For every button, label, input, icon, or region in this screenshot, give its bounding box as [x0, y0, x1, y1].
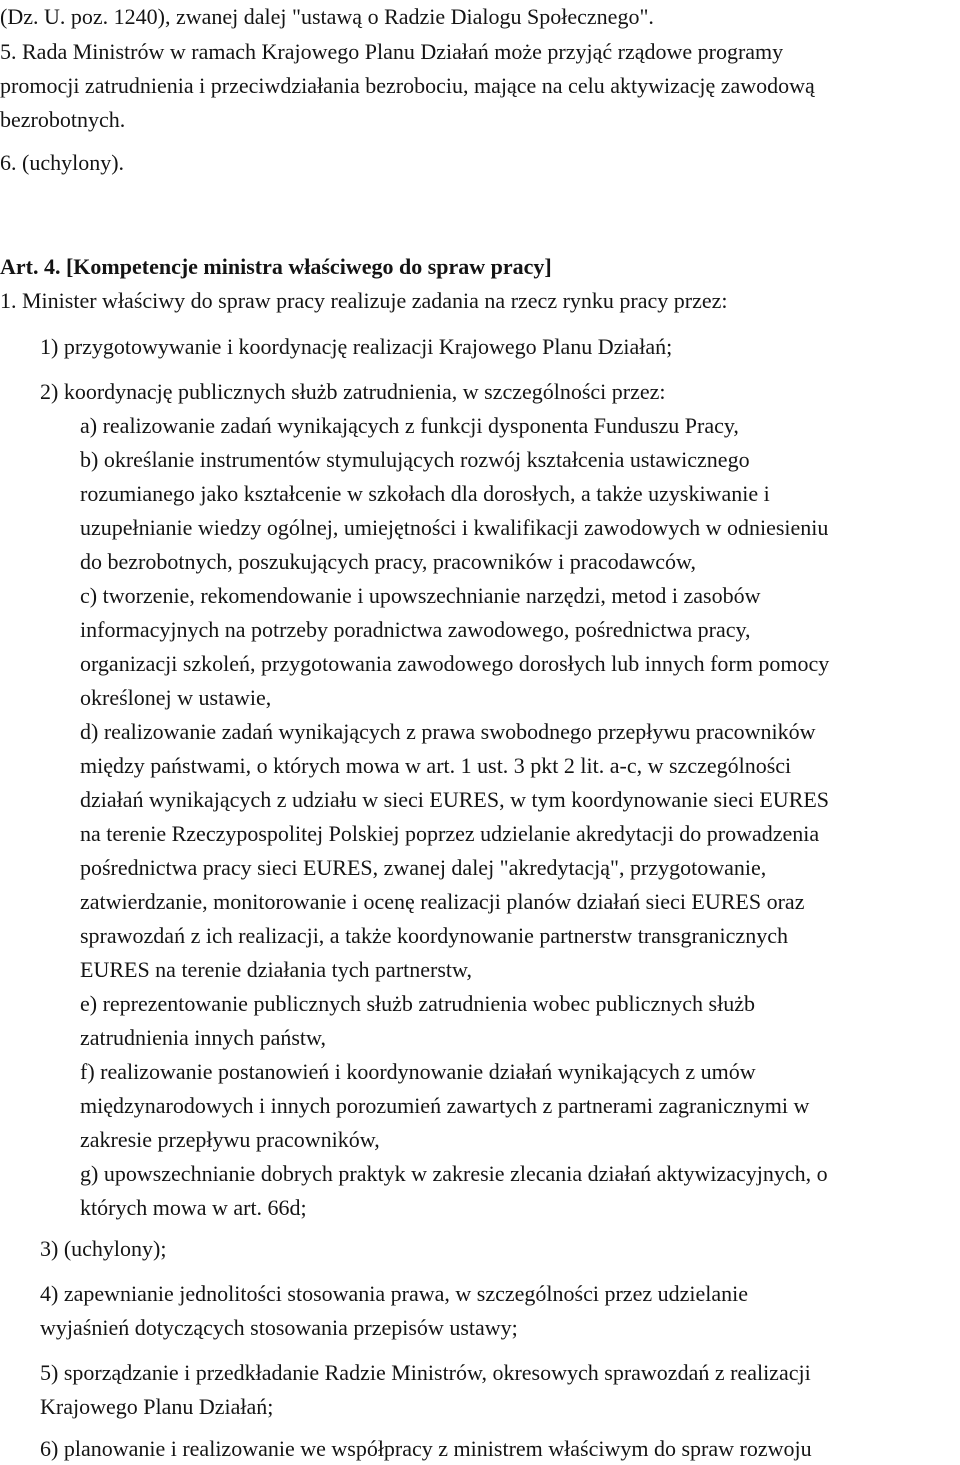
list-subitem-c-cont: informacyjnych na potrzeby poradnictwa zawodowego, pośrednictwa pracy,	[80, 617, 751, 642]
list-subitem-b: b) określanie instrumentów stymulujących rozwój kształcenia ustawicznego	[80, 447, 750, 472]
list-subitem-d-cont: EURES na terenie działania tych partnerstw,	[80, 957, 472, 982]
list-subitem-e-cont: zatrudnienia innych państw,	[80, 1025, 326, 1050]
list-subitem-d: d) realizowanie zadań wynikających z prawa swobodnego przepływu pracowników	[80, 719, 816, 744]
article-heading: Art. 4. [Kompetencje ministra właściwego do spraw pracy]	[0, 254, 552, 279]
list-subitem-b-cont: uzupełnianie wiedzy ogólnej, umiejętności i kwalifikacji zawodowych w odniesieniu	[80, 515, 829, 540]
list-subitem-d-cont: między państwami, o których mowa w art. 1 ust. 3 pkt 2 lit. a-c, w szczególności	[80, 753, 792, 778]
text-line-para-5: 5. Rada Ministrów w ramach Krajowego Planu Działań może przyjąć rządowe programy	[0, 39, 784, 64]
list-subitem-e: e) reprezentowanie publicznych służb zatrudnienia wobec publicznych służb	[80, 991, 755, 1016]
list-subitem-d-cont: na terenie Rzeczypospolitej Polskiej poprzez udzielanie akredytacji do prowadzenia	[80, 821, 820, 846]
list-subitem-b-cont: do bezrobotnych, poszukujących pracy, pracowników i pracodawców,	[80, 549, 696, 574]
list-subitem-c: c) tworzenie, rekomendowanie i upowszechnianie narzędzi, metod i zasobów	[80, 583, 761, 608]
list-subitem-d-cont: sprawozdań z ich realizacji, a także koordynowanie partnerstw transgranicznych	[80, 923, 788, 948]
list-subitem-d-cont: pośrednictwa pracy sieci EURES, zwanej dalej "akredytacją", przygotowanie,	[80, 855, 767, 880]
list-item-6: 6) planowanie i realizowanie we współpracy z ministrem właściwym do spraw rozwoju	[40, 1436, 812, 1461]
list-item-5: 5) sporządzanie i przedkładanie Radzie Ministrów, okresowych sprawozdań z realizacji	[40, 1360, 811, 1385]
text-line-citation: (Dz. U. poz. 1240), zwanej dalej "ustawą o Radzie Dialogu Społecznego".	[0, 4, 654, 29]
text-line-section-1: 1. Minister właściwy do spraw pracy realizuje zadania na rzecz rynku pracy przez:	[0, 288, 728, 313]
list-item-2: 2) koordynację publicznych służb zatrudnienia, w szczególności przez:	[40, 379, 666, 404]
list-subitem-c-cont: organizacji szkoleń, przygotowania zawodowego dorosłych lub innych form pomocy	[80, 651, 830, 676]
list-item-1: 1) przygotowywanie i koordynację realizacji Krajowego Planu Działań;	[40, 334, 673, 359]
list-subitem-b-cont: rozumianego jako kształcenie w szkołach dla dorosłych, a także uzyskiwanie i	[80, 481, 770, 506]
text-line-para-5-cont: promocji zatrudnienia i przeciwdziałania bezrobociu, mające na celu aktywizację zawodową	[0, 73, 815, 98]
list-subitem-c-cont: określonej w ustawie,	[80, 685, 272, 710]
list-subitem-d-cont: zatwierdzanie, monitorowanie i ocenę realizacji planów działań sieci EURES oraz	[80, 889, 805, 914]
text-line-para-5-cont: bezrobotnych.	[0, 107, 126, 132]
list-item-3: 3) (uchylony);	[40, 1236, 167, 1261]
list-item-4-cont: wyjaśnień dotyczących stosowania przepisów ustawy;	[40, 1315, 518, 1340]
list-subitem-g-cont: których mowa w art. 66d;	[80, 1195, 307, 1220]
text-line-para-6: 6. (uchylony).	[0, 150, 125, 175]
list-subitem-f-cont: zakresie przepływu pracowników,	[80, 1127, 380, 1152]
list-subitem-d-cont: działań wynikających z udziału w sieci EURES, w tym koordynowanie sieci EURES	[80, 787, 830, 812]
list-subitem-g: g) upowszechnianie dobrych praktyk w zakresie zlecania działań aktywizacyjnych, o	[80, 1161, 828, 1186]
list-item-4: 4) zapewnianie jednolitości stosowania prawa, w szczególności przez udzielanie	[40, 1281, 748, 1306]
list-item-5-cont: Krajowego Planu Działań;	[40, 1394, 274, 1419]
list-subitem-f-cont: międzynarodowych i innych porozumień zawartych z partnerami zagranicznymi w	[80, 1093, 810, 1118]
list-subitem-f: f) realizowanie postanowień i koordynowanie działań wynikających z umów	[80, 1059, 756, 1084]
list-subitem-a: a) realizowanie zadań wynikających z funkcji dysponenta Funduszu Pracy,	[80, 413, 739, 438]
